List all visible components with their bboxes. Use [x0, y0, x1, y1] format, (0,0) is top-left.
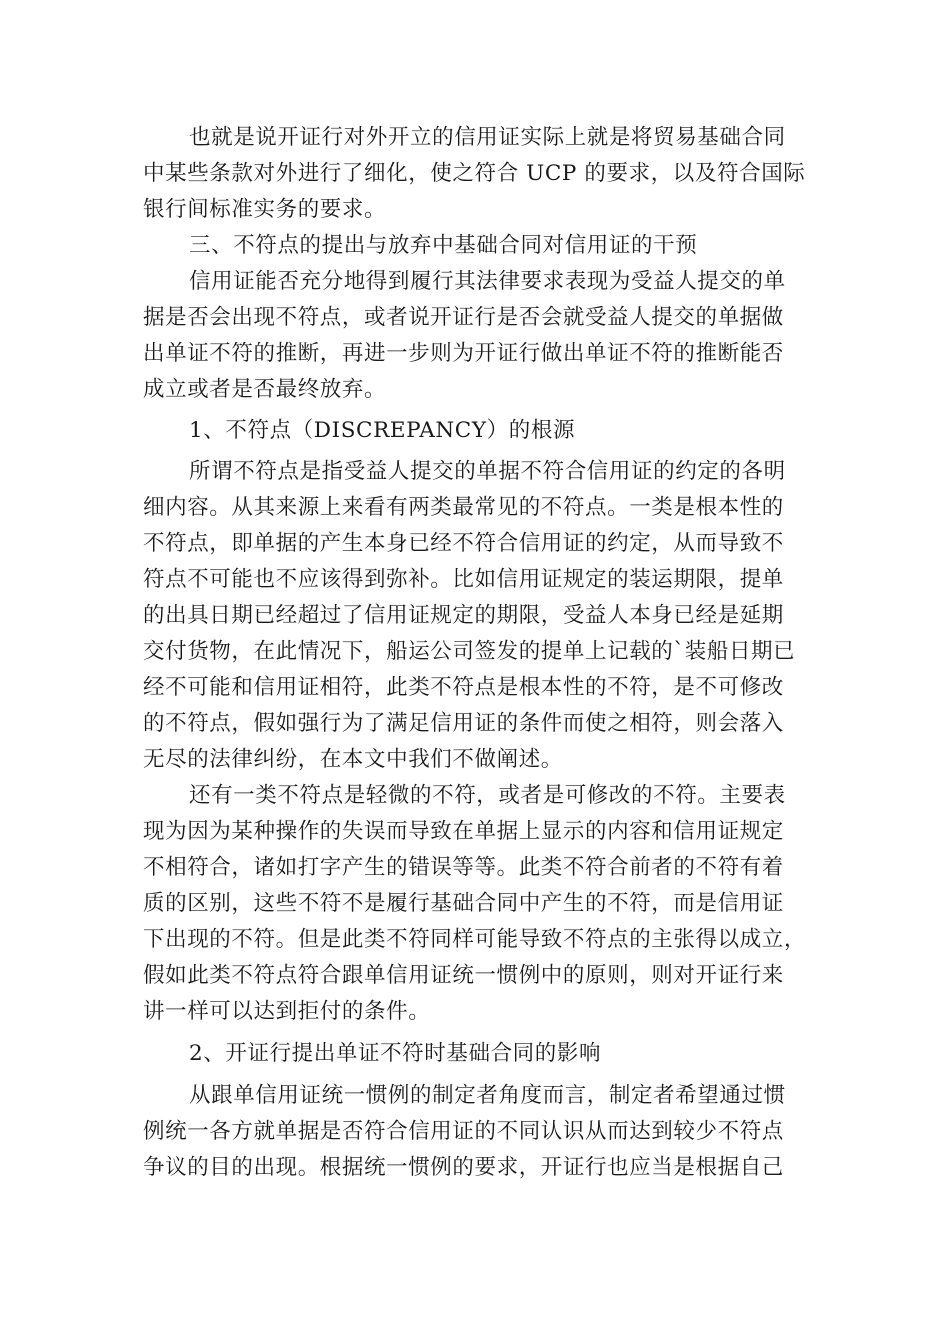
paragraph-line: 符点不可能也不应该得到弥补。比如信用证规定的装运期限，提单: [143, 567, 784, 592]
paragraph-line: 出单证不符的推断，再进一步则为开证行做出单证不符的推断能否: [143, 341, 784, 366]
paragraph-line: 成立或者是否最终放弃。: [143, 377, 387, 402]
paragraph-line: 不符点，即单据的产生本身已经不符合信用证的约定，从而导致不: [143, 531, 784, 556]
paragraph-line: 银行间标准实务的要求。: [143, 197, 387, 222]
paragraph-line: 经不可能和信用证相符，此类不符点是根本性的不符，是不可修改: [143, 675, 784, 700]
paragraph-line: 不相符合，诸如打字产生的错误等等。此类不符合前者的不符有着: [143, 855, 784, 880]
paragraph-line: 中某些条款对外进行了细化，使之符合 UCP 的要求，以及符合国际: [143, 161, 806, 186]
paragraph-line: 也就是说开证行对外开立的信用证实际上就是将贸易基础合同: [189, 125, 786, 150]
paragraph-line: 讲一样可以达到拒付的条件。: [143, 999, 431, 1024]
paragraph-line: 从跟单信用证统一惯例的制定者角度而言，制定者希望通过惯: [189, 1083, 786, 1108]
paragraph-line: 细内容。从其来源上来看有两类最常见的不符点。一类是根本性的: [143, 495, 784, 520]
paragraph-line: 质的区别，这些不符不是履行基础合同中产生的不符，而是信用证: [143, 891, 784, 916]
paragraph-line: 所谓不符点是指受益人提交的单据不符合信用证的约定的各明: [189, 459, 786, 484]
paragraph-line: 假如此类不符点符合跟单信用证统一惯例中的原则，则对开证行来: [143, 963, 784, 988]
section-heading: 三、不符点的提出与放弃中基础合同对信用证的干预: [189, 233, 698, 258]
paragraph-line: 的出具日期已经超过了信用证规定的期限，受益人本身已经是延期: [143, 603, 784, 628]
subsection-heading: 2、开证行提出单证不符时基础合同的影响: [189, 1041, 602, 1066]
paragraph-line: 据是否会出现不符点，或者说开证行是否会就受益人提交的单据做: [143, 305, 784, 330]
subsection-heading: 1、不符点（DISCREPANCY）的根源: [189, 418, 576, 443]
paragraph-line: 信用证能否充分地得到履行其法律要求表现为受益人提交的单: [189, 269, 786, 294]
paragraph-line: 无尽的法律纠纷，在本文中我们不做阐述。: [143, 747, 563, 772]
paragraph-line: 交付货物，在此情况下，船运公司签发的提单上记载的`装船日期已: [143, 639, 796, 664]
paragraph-line: 争议的目的出现。根据统一惯例的要求，开证行也应当是根据自己: [143, 1155, 784, 1180]
paragraph-line: 下出现的不符。但是此类不符同样可能导致不符点的主张得以成立，: [143, 927, 807, 952]
paragraph-line: 还有一类不符点是轻微的不符，或者是可修改的不符。主要表: [189, 783, 786, 808]
paragraph-line: 现为因为某种操作的失误而导致在单据上显示的内容和信用证规定: [143, 819, 784, 844]
paragraph-line: 的不符点，假如强行为了满足信用证的条件而使之相符，则会落入: [143, 711, 784, 736]
paragraph-line: 例统一各方就单据是否符合信用证的不同认识从而达到较少不符点: [143, 1119, 784, 1144]
